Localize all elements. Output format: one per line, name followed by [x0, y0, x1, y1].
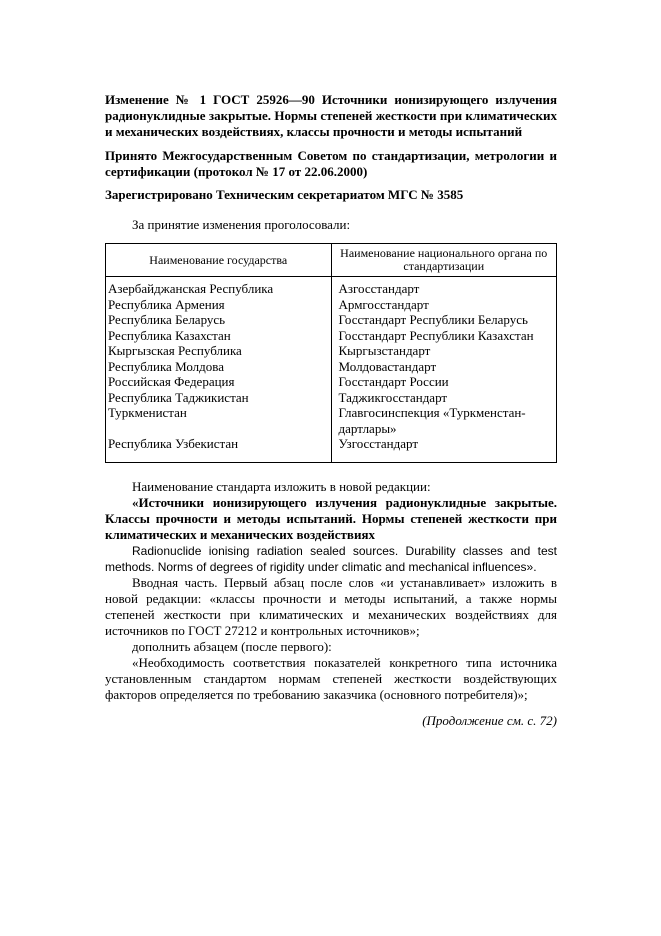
new-title-en-paragraph: Radionuclide ionising radiation sealed sources. Durability classes and test methods. Norms of degrees of rigidity under climatic and mechanical influences». [105, 543, 557, 574]
state-cell: Кыргызская Республика [106, 343, 332, 359]
amendment-title: Изменение № 1 ГОСТ 25926—90 Источники ионизирующего излучения радионуклидные закрытые. Нормы степеней жесткости при климатических и механических воздействиях, классы прочности и методы испытаний [105, 92, 557, 139]
table-row [106, 436, 557, 462]
state-cell: Республика Армения [106, 297, 332, 313]
table-row [106, 312, 557, 328]
continuation-note: (Продолжение см. с. 72) [422, 712, 557, 728]
adopted-paragraph: Принято Межгосударственным Советом по стандартизации, метрологии и сертификации (протокол № 17 от 22.06.2000) [105, 148, 557, 179]
org-cell: Азгосстандарт [331, 277, 557, 297]
vote-intro: За принятие изменения проголосовали: [132, 217, 351, 232]
table-header-org: Наименование национального органа по стандартизации [331, 244, 557, 277]
state-cell: Республика Таджикистан [106, 390, 332, 406]
table-row [106, 343, 557, 359]
necessity-paragraph: «Необходимость соответствия показателей конкретного типа источника установленным стандартом нормам степеней жесткости воздействующих факторов определяется по требованию заказчика (основного потребителя)»; [105, 654, 557, 702]
table-row [106, 328, 557, 344]
org-cell: Госстандарт Республики Беларусь [331, 312, 557, 328]
table-row [106, 405, 557, 436]
table-row [106, 297, 557, 313]
org-cell: Госстандарт России [331, 374, 557, 390]
org-cell: Узгосстандарт [331, 436, 557, 462]
new-title-ru-paragraph: «Источники ионизирующего излучения радионуклидные закрытые. Классы прочности и методы испытаний. Нормы степеней жесткости при климатических и механических воздействиях [105, 494, 557, 542]
state-cell: Азербайджанская Республика [106, 277, 332, 297]
vote-table-body [106, 277, 557, 463]
table-row [106, 277, 557, 297]
vote-table-header [106, 244, 557, 277]
state-cell: Российская Федерация [106, 374, 332, 390]
org-cell: Главгосинспекция «Туркменстан-дартлары» [331, 405, 557, 436]
intro-part-paragraph: Вводная часть. Первый абзац после слов «и устанавливает» изложить в новой редакции: «классы прочности и методы испытаний, а также нормы степеней жесткости при климатических и механических воздействиях для источников по ГОСТ 27212 и контрольных источников»; [105, 574, 557, 638]
table-row [106, 359, 557, 375]
state-cell: Республика Узбекистан [106, 436, 332, 462]
org-cell: Молдовастандарт [331, 359, 557, 375]
org-cell: Таджикгосстандарт [331, 390, 557, 406]
state-cell: Туркменистан [106, 405, 332, 436]
table-header-state: Наименование государства [106, 244, 332, 277]
state-cell: Республика Молдова [106, 359, 332, 375]
table-row [106, 390, 557, 406]
org-cell: Госстандарт Республики Казахстан [331, 328, 557, 344]
vote-table [105, 243, 557, 463]
supplement-paragraph: дополнить абзацем (после первого): [132, 638, 332, 654]
org-cell: Армгосстандарт [331, 297, 557, 313]
table-row [106, 374, 557, 390]
table-header-row [106, 244, 557, 277]
registered-paragraph: Зарегистрировано Техническим секретариатом МГС № 3585 [105, 187, 464, 202]
org-cell: Кыргызстандарт [331, 343, 557, 359]
state-cell: Республика Беларусь [106, 312, 332, 328]
state-cell: Республика Казахстан [106, 328, 332, 344]
document-content [105, 92, 557, 729]
rename-paragraph: Наименование стандарта изложить в новой редакции: [132, 478, 431, 494]
